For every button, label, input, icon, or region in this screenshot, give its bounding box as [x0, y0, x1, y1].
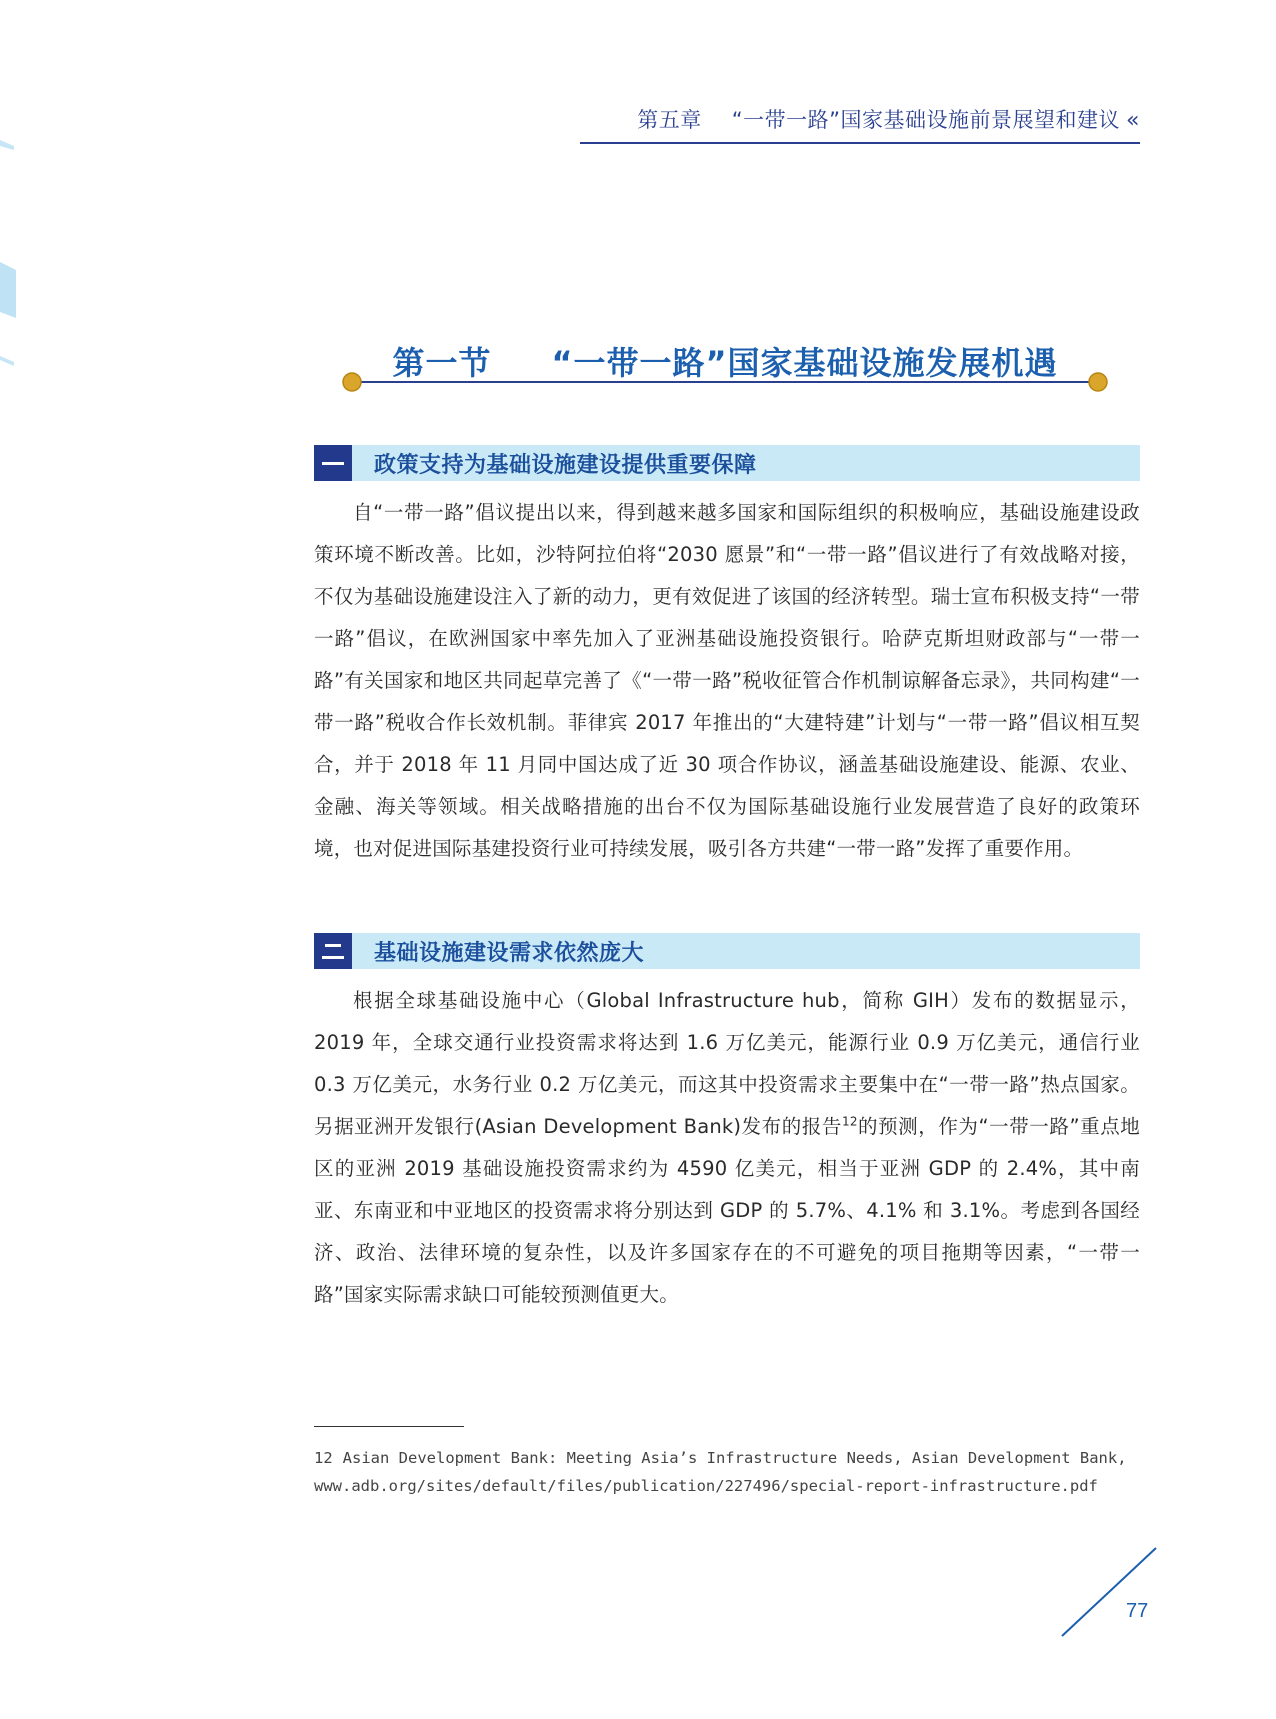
subsection-badge-2 [314, 933, 352, 969]
page-number: 77 [1126, 1600, 1149, 1622]
running-header [580, 104, 1140, 144]
footnote [314, 1444, 1140, 1500]
chapter-label: 第五章 [637, 108, 702, 132]
footnote-reference: 12 [841, 1114, 858, 1129]
corner-slash-decoration [1060, 1546, 1160, 1638]
footnote-text: Asian Development Bank: Meeting Asia’s Infrastructure Needs, Asian Development Bank, www.adb.org/sites/default/files/publication/227496/special-report-infrastructure.pdf [314, 1449, 1127, 1495]
double-chevron-left-icon: « [1126, 108, 1140, 133]
body-paragraph-2-part-b: 的预测，作为“一带一路”重点地区的亚洲 2019 基础设施投资需求约为 4590 亿美元，相当于亚洲 GDP 的 2.4%，其中南亚、东南亚和中亚地区的投资需求将分别达到 GDP 的 5.7%、4.1% 和 3.1%。考虑到各国经济、政治、法律环境的复杂性，以及许多国家存在的不可避免的项目拖期等因素，“一带一路”国家实际需求缺口可能较预测值更大。 [314, 1115, 1140, 1306]
subsection-heading-2 [314, 933, 1140, 969]
subsection-title-1: 政策支持为基础设施建设提供重要保障 [374, 452, 757, 478]
body-paragraph-1: 自“一带一路”倡议提出以来，得到越来越多国家和国际组织的积极响应，基础设施建设政策环境不断改善。比如，沙特阿拉伯将“2030 愿景”和“一带一路”倡议进行了有效战略对接，不仅为基础设施建设注入了新的动力，更有效促进了该国的经济转型。瑞士宣布积极支持“一带一路”倡议，在欧洲国家中率先加入了亚洲基础设施投资银行。哈萨克斯坦财政部与“一带一路”有关国家和地区共同起草完善了《“一带一路”税收征管合作机制谅解备忘录》，共同构建“一带一路”税收合作长效机制。菲律宾 2017 年推出的“大建特建”计划与“一带一路”倡议相互契合，并于 2018 年 11 月同中国达成了近 30 项合作协议，涵盖基础设施建设、能源、农业、金融、海关等领域。相关战略措施的出台不仅为国际基础设施行业发展营造了良好的政策环境，也对促进国际基建投资行业可持续发展，吸引各方共建“一带一路”发挥了重要作用。 [314, 501, 1140, 860]
section-title-rule [340, 370, 1110, 394]
subsection-heading-1 [314, 445, 1140, 481]
edge-decoration [0, 0, 40, 420]
subsection-title-2: 基础设施建设需求依然庞大 [374, 940, 645, 966]
chapter-title: “一带一路”国家基础设施前景展望和建议 [731, 108, 1121, 132]
subsection-badge-1 [314, 445, 352, 481]
footnote-divider [314, 1426, 464, 1427]
body-paragraph-2 [314, 980, 1140, 1316]
section-number: 第一节 [392, 344, 492, 382]
section-title-text: “一带一路”国家基础设施发展机遇 [551, 344, 1058, 382]
footnote-number: 12 [314, 1449, 333, 1467]
body-paragraph-2-part-a: 根据全球基础设施中心（Global Infrastructure hub，简称 GIH）发布的数据显示，2019 年，全球交通行业投资需求将达到 1.6 万亿美元，能源行业 0.9 万亿美元，通信行业 0.3 万亿美元，水务行业 0.2 万亿美元，而这其中投资需求主要集中在“一带一路”热点国家。另据亚洲开发银行(Asian Development Bank)发布的报告 [314, 989, 1140, 1138]
